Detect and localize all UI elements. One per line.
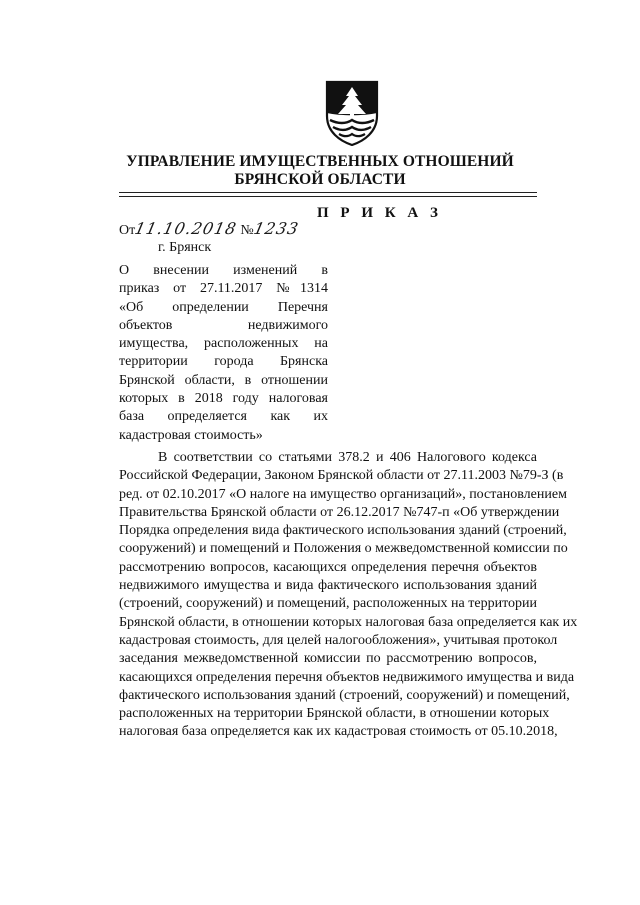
body-line: недвижимого имущества и вида фактического использования зданий [119, 578, 537, 594]
bryansk-coat-of-arms-icon [324, 80, 380, 146]
order-body-paragraph [119, 449, 578, 742]
body-line: фактического использования зданий (строений, сооружений) и помещений, [119, 687, 570, 703]
body-line: ред. от 02.10.2017 «О налоге на имущество организаций», постановлением [119, 486, 567, 502]
header-divider-bottom [119, 196, 537, 197]
body-line: расположенных на территории Брянской области, в отношении которых [119, 706, 550, 722]
body-line: Порядка определения вида фактического использования зданий (строений, [119, 523, 567, 539]
subject-line: территории города Брянска [119, 354, 328, 370]
subject-line: «Об определении Перечня [119, 299, 328, 315]
order-subject [119, 262, 328, 445]
body-line: Брянской области, в отношении которых налоговая база определяется как их [119, 614, 578, 630]
organization-title-line-2: БРЯНСКОЙ ОБЛАСТИ [234, 171, 406, 188]
subject-line: Брянской области, в отношении [119, 372, 328, 388]
city-line: г. Брянск [158, 240, 212, 255]
body-line: налоговая база определяется как их кадастровая стоимость от 05.10.2018, [119, 724, 558, 740]
subject-line: приказ от 27.11.2017 №1314 [119, 281, 328, 297]
header-divider-top [119, 192, 537, 193]
from-label: От [119, 223, 136, 238]
organization-title-line-1: УПРАВЛЕНИЕ ИМУЩЕСТВЕННЫХ ОТНОШЕНИЙ [126, 153, 514, 170]
body-line: кадастровая стоимость, для целей налогообложения», учитывая протокол [119, 632, 558, 648]
handwritten-number: 1233 [251, 219, 301, 238]
order-title: П Р И К А З [317, 205, 442, 221]
subject-line: база определяется как их [119, 409, 328, 425]
body-line: касающихся определения перечня объектов недвижимого имущества и вида [119, 669, 575, 685]
subject-line: имущества, расположенных на [119, 336, 328, 352]
body-line: рассмотрению вопросов, касающихся определения перечня объектов [119, 559, 537, 575]
body-line: заседания межведомственной комиссии по рассмотрению вопросов, [119, 651, 537, 667]
subject-line: объектов недвижимого [119, 317, 328, 333]
body-line: В соответствии со статьями 378.2 и 406 Налогового кодекса [158, 450, 537, 465]
body-line: Российской Федерации, Законом Брянской области от 27.11.2003 №79-З (в [119, 468, 564, 484]
subject-line: кадастровая стоимость» [119, 427, 263, 443]
subject-line: которых в 2018 году налоговая [119, 391, 328, 407]
body-line: (строений, сооружений) и помещений, расположенных на территории [119, 596, 537, 612]
handwritten-date: 11.10.2018 [133, 219, 239, 238]
body-line: Правительства Брянской области от 26.12.2017 №747-п «Об утверждении [119, 504, 560, 520]
order-date-number-line [119, 219, 301, 239]
organization-title [0, 153, 640, 189]
subject-line: О внесении изменений в [119, 263, 328, 278]
body-line: сооружений) и помещений и Положения о межведомственной комиссии по [119, 541, 568, 557]
number-label: № [240, 223, 254, 238]
